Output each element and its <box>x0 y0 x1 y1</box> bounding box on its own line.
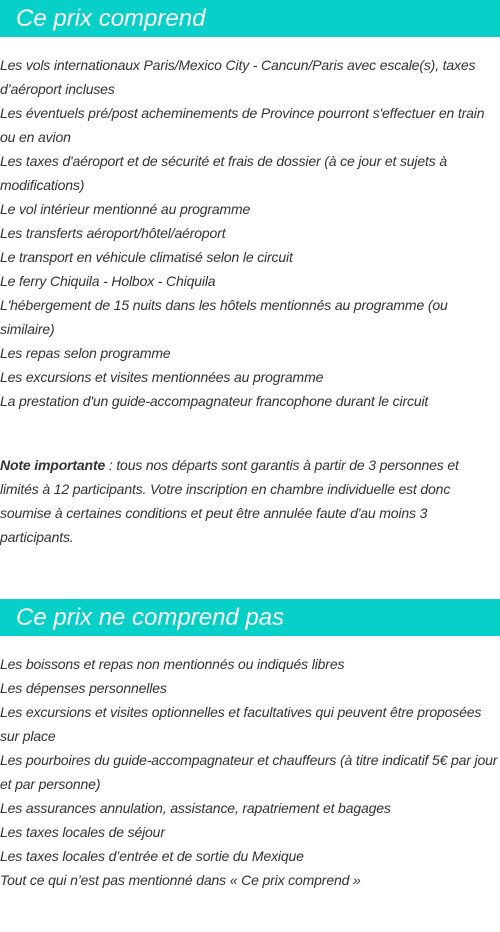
important-note-text: : tous nos départs sont garantis à partir de 3 personnes et limités à 12 participants. Votre inscription en chambre individuelle est donc soumise à certaines conditions et peut être annulée faute d'au moins 3 participants. <box>0 457 459 545</box>
list-item: L'hébergement de 15 nuits dans les hôtels mentionnés au programme (ou similaire) <box>0 297 448 337</box>
list-item: Tout ce qui n’est pas mentionné dans « Ce prix comprend » <box>0 872 361 888</box>
list-item: Les pourboires du guide-accompagnateur et chauffeurs (à titre indicatif 5€ par jour et par personne) <box>0 752 498 792</box>
list-item: Le vol intérieur mentionné au programme <box>0 201 251 217</box>
list-item: Les vols internationaux Paris/Mexico City - Cancun/Paris avec escale(s), taxes d’aéroport incluses <box>0 57 476 97</box>
list-item: Les excursions et visites optionnelles et facultatives qui peuvent être proposées sur place <box>0 704 482 744</box>
excludes-section-title: Ce prix ne comprend pas <box>16 604 285 631</box>
includes-list <box>0 53 500 413</box>
important-note <box>0 453 500 549</box>
list-item: Le transport en véhicule climatisé selon le circuit <box>0 249 293 265</box>
important-note-label: Note importante <box>0 457 106 473</box>
list-item: Le ferry Chiquila - Holbox - Chiquila <box>0 273 216 289</box>
list-item: Les taxes d'aéroport et de sécurité et frais de dossier (à ce jour et sujets à modifications) <box>0 153 447 193</box>
list-item: Les éventuels pré/post acheminements de Province pourront s'effectuer en train ou en avion <box>0 105 485 145</box>
list-item: Les assurances annulation, assistance, rapatriement et bagages <box>0 800 391 816</box>
list-item: Les repas selon programme <box>0 345 171 361</box>
list-item: Les taxes locales de séjour <box>0 824 165 840</box>
includes-section-header <box>0 0 500 37</box>
list-item: Les dépenses personnelles <box>0 680 167 696</box>
excludes-list <box>0 652 500 892</box>
list-item: Les excursions et visites mentionnées au programme <box>0 369 324 385</box>
list-item: Les taxes locales d’entrée et de sortie du Mexique <box>0 848 304 864</box>
excludes-section-header <box>0 599 500 636</box>
list-item: Les boissons et repas non mentionnés ou indiqués libres <box>0 656 345 672</box>
list-item: La prestation d'un guide-accompagnateur francophone durant le circuit <box>0 393 429 409</box>
includes-section-title: Ce prix comprend <box>16 5 206 32</box>
list-item: Les transferts aéroport/hôtel/aéroport <box>0 225 226 241</box>
